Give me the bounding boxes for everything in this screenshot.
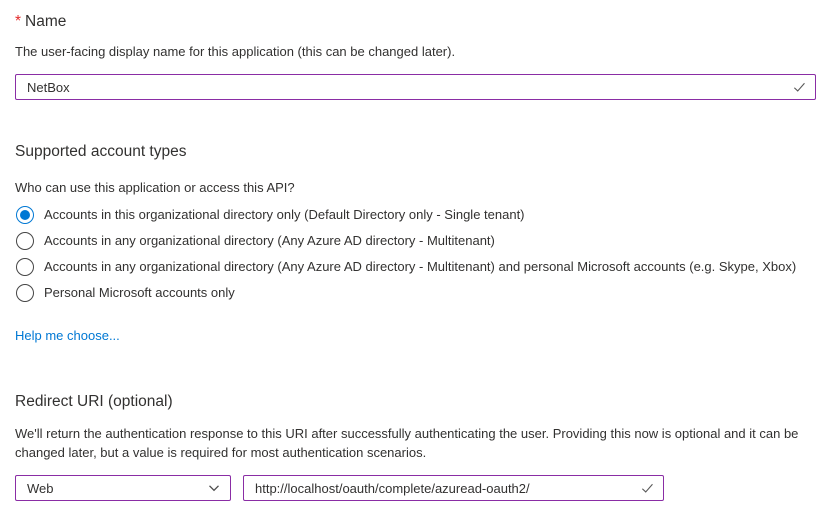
- name-heading-text: Name: [25, 13, 67, 30]
- radio-option-label: Accounts in any organizational directory (Any Azure AD directory - Multitenant) and personal Microsoft accounts (e.g. Skype, Xbox): [44, 259, 797, 274]
- name-heading: [15, 12, 816, 32]
- radio-option-multitenant[interactable]: [15, 228, 816, 254]
- radio-option-label: Accounts in this organizational directory only (Default Directory only - Single tenant): [44, 207, 525, 222]
- radio-unselected-icon[interactable]: [16, 258, 34, 276]
- radio-unselected-icon[interactable]: [16, 284, 34, 302]
- redirect-uri-section: [15, 392, 816, 501]
- supported-account-types-section: [15, 142, 816, 345]
- redirect-uri-input-field: [243, 475, 664, 501]
- name-input[interactable]: [16, 75, 815, 99]
- redirect-uri-description: We'll return the authentication response to this URI after successfully authenticating the user. Providing this now is optional and it can be changed later, but a value is required for most authentication scenarios.: [15, 426, 799, 460]
- account-types-radio-group: [15, 202, 816, 306]
- supported-account-types-heading: Supported account types: [15, 143, 187, 160]
- chevron-down-icon: [207, 481, 221, 495]
- redirect-uri-input[interactable]: [244, 476, 663, 500]
- name-input-field: [15, 74, 816, 100]
- checkmark-icon: [640, 481, 655, 496]
- name-description: The user-facing display name for this application (this can be changed later).: [15, 44, 456, 59]
- radio-option-personal-only[interactable]: [15, 280, 816, 306]
- help-me-choose-link[interactable]: Help me choose...: [15, 328, 120, 343]
- radio-option-single-tenant[interactable]: [15, 202, 816, 228]
- required-asterisk: *: [15, 13, 22, 30]
- account-types-question: Who can use this application or access this API?: [15, 180, 295, 195]
- name-section: [15, 12, 816, 100]
- radio-option-label: Personal Microsoft accounts only: [44, 285, 235, 300]
- platform-select-value: Web: [27, 480, 54, 496]
- radio-unselected-icon[interactable]: [16, 232, 34, 250]
- redirect-uri-controls: [15, 475, 816, 501]
- radio-selected-icon[interactable]: [16, 206, 34, 224]
- checkmark-icon: [792, 80, 807, 95]
- radio-option-multitenant-personal[interactable]: [15, 254, 816, 280]
- platform-select[interactable]: [15, 475, 231, 501]
- redirect-uri-heading: Redirect URI (optional): [15, 393, 173, 410]
- radio-option-label: Accounts in any organizational directory (Any Azure AD directory - Multitenant): [44, 233, 495, 248]
